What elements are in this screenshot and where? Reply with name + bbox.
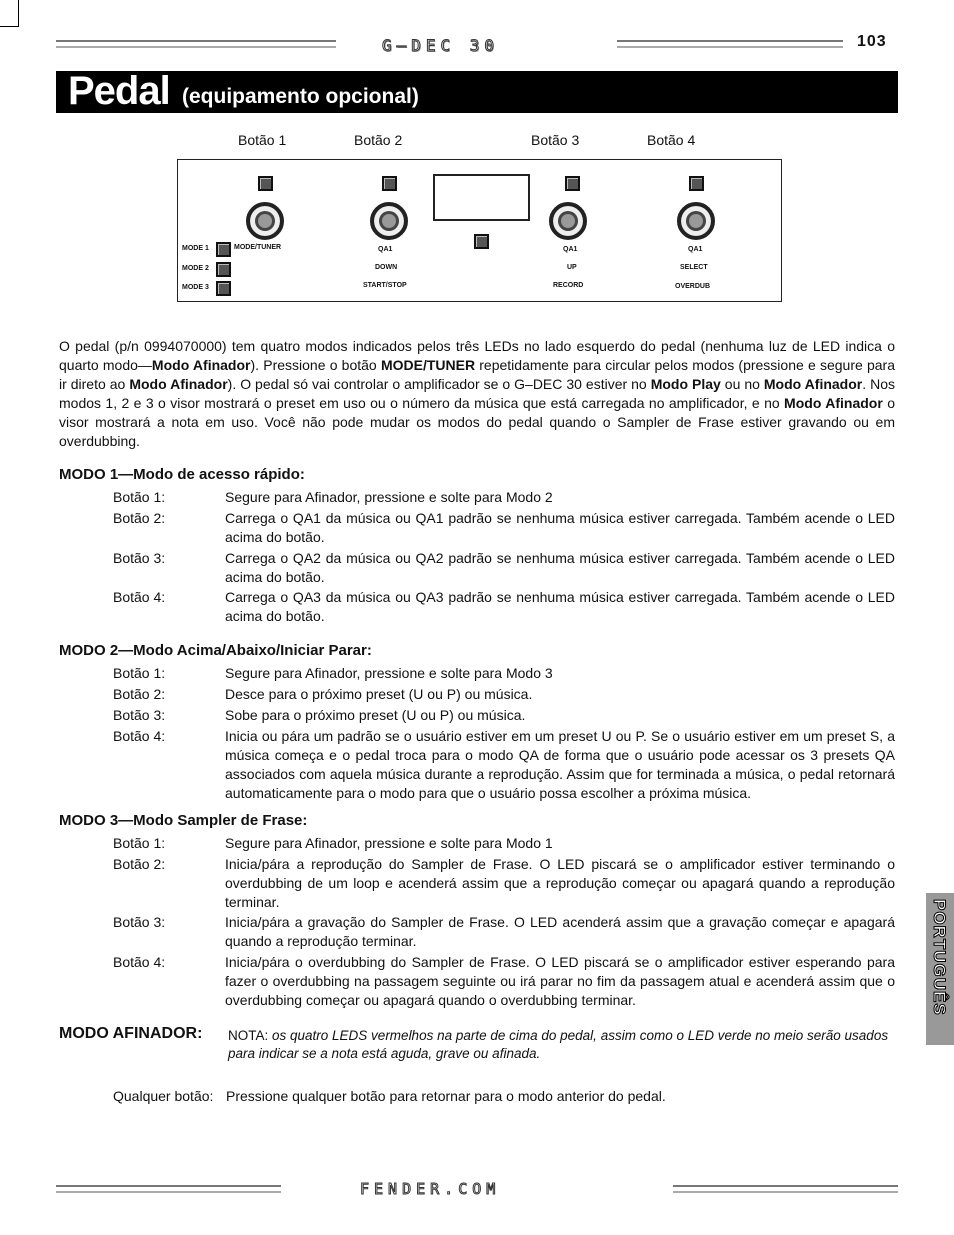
diagram-label-button-2: Botão 2 bbox=[354, 132, 403, 148]
mode-2-item-label: Botão 2: bbox=[113, 686, 166, 702]
mode-2-led bbox=[216, 262, 231, 277]
mode-3-item-label: Botão 4: bbox=[113, 954, 166, 970]
jack-4-label-qa: QA1 bbox=[688, 246, 703, 253]
mode-1-label: MODE 1 bbox=[182, 245, 209, 252]
page-number: 103 bbox=[857, 33, 887, 50]
mode-3-item-label: Botão 3: bbox=[113, 914, 166, 930]
header-rule-right bbox=[617, 40, 843, 49]
mode-3-item-label: Botão 1: bbox=[113, 835, 166, 851]
mode-3-led bbox=[216, 281, 231, 296]
intro-bold: Modo Afinador bbox=[784, 395, 883, 411]
diagram-label-button-4: Botão 4 bbox=[647, 132, 696, 148]
jack-4-label-function: SELECT bbox=[680, 264, 708, 271]
crop-mark bbox=[0, 0, 19, 27]
mode-3-item-text: Inicia/pára o overdubbing do Sampler de Frase. O LED piscará se o amplificador estiver esperando para fazer o overdubbing na passagem seguinte ou irá parar no fim da passagem atual e acenderá assim que o overdubbing começar ou apagará quando o overdubbing terminar. bbox=[225, 954, 895, 1008]
led-button-3 bbox=[565, 176, 580, 191]
intro-text: o visor mostrará a nota em uso. Você não pode mudar os modos do pedal quando o Sampler de Frase estiver gravando ou em overdubbing. bbox=[59, 395, 895, 449]
mode-2-item-text: Sobe para o próximo preset (U ou P) ou música. bbox=[225, 707, 526, 723]
intro-bold: Modo Afinador bbox=[151, 357, 251, 373]
jack-2-label-qa: QA1 bbox=[378, 246, 393, 253]
jack-3-label-function: UP bbox=[567, 264, 577, 271]
mode-1-heading: MODO 1—Modo de acesso rápido: bbox=[59, 466, 305, 483]
mode-3-heading: MODO 3—Modo Sampler de Frase: bbox=[59, 812, 308, 829]
tuner-heading: MODO AFINADOR: bbox=[59, 1025, 203, 1042]
mode-1-item-label: Botão 4: bbox=[113, 589, 166, 605]
mode-1-item-label: Botão 2: bbox=[113, 510, 166, 526]
intro-bold: Modo Afinador bbox=[129, 376, 228, 392]
mode-2-item-label: Botão 1: bbox=[113, 665, 166, 681]
mode-1-item-text: Carrega o QA2 da música ou QA2 padrão se nenhuma música estiver carregada. Também acende o LED acima do botão. bbox=[225, 550, 895, 585]
pedal-diagram bbox=[177, 159, 782, 302]
diagram-label-button-1: Botão 1 bbox=[238, 132, 287, 148]
page-title: Pedal bbox=[68, 69, 170, 113]
footswitch-3 bbox=[549, 202, 587, 240]
mode-2-heading: MODO 2—Modo Acima/Abaixo/Iniciar Parar: bbox=[59, 642, 372, 659]
intro-text: O pedal (p/n 0994070000) tem quatro modos indicados pelos três LEDs no lado esquerdo do pedal (nenhuma luz de LED indica o quarto modo— bbox=[59, 338, 895, 373]
mode-3-label: MODE 3 bbox=[182, 284, 209, 291]
pedal-display bbox=[433, 174, 530, 221]
led-button-1 bbox=[258, 176, 273, 191]
title-bar bbox=[56, 71, 898, 113]
intro-bold: MODE/TUNER bbox=[380, 357, 476, 373]
jack-2-label-function: DOWN bbox=[375, 264, 398, 271]
jack-2-label-sampler: START/STOP bbox=[363, 282, 407, 289]
led-button-4 bbox=[689, 176, 704, 191]
footer-rule-left bbox=[56, 1185, 281, 1194]
diagram-label-button-3: Botão 3 bbox=[531, 132, 580, 148]
footer-website: FENDER.COM bbox=[360, 1180, 501, 1198]
tuner-note-text: os quatro LEDS vermelhos na parte de cima do pedal, assim como o LED verde no meio serão usados para indicar se a nota está aguda, grave ou afinada. bbox=[228, 1028, 889, 1061]
mode-2-item-text: Desce para o próximo preset (U ou P) ou música. bbox=[225, 686, 533, 702]
mode-1-item-text: Carrega o QA3 da música ou QA3 padrão se nenhuma música estiver carregada. Também acende o LED acima do botão. bbox=[225, 589, 895, 624]
header-model: G–DEC 30 bbox=[382, 36, 500, 55]
mode-1-item-label: Botão 3: bbox=[113, 550, 166, 566]
tuner-note-label: NOTA: bbox=[228, 1028, 269, 1043]
jack-4-label-sampler: OVERDUB bbox=[675, 283, 711, 290]
page-subtitle: (equipamento opcional) bbox=[182, 85, 419, 108]
jack-3-label-sampler: RECORD bbox=[553, 282, 584, 289]
intro-text: . Nos modos 1, 2 e 3 o visor mostrará o preset em uso ou o número da música que está carregada no amplificador, e no bbox=[59, 376, 896, 411]
footswitch-2 bbox=[370, 202, 408, 240]
mode-2-label: MODE 2 bbox=[182, 265, 209, 272]
mode-3-item-text: Inicia/pára a reprodução do Sampler de Frase. O LED piscará se o amplificador estiver terminando o overdubbing de um loop e acenderá assim que a reprodução começar ou apagará quando a reprodução terminar. bbox=[225, 856, 895, 910]
led-button-2 bbox=[382, 176, 397, 191]
intro-bold: Modo Play bbox=[650, 376, 721, 392]
intro-text: ). Pressione o botão bbox=[250, 357, 381, 373]
footswitch-4 bbox=[677, 202, 715, 240]
any-button-text: Pressione qualquer botão para retornar para o modo anterior do pedal. bbox=[226, 1088, 666, 1104]
language-tab bbox=[926, 893, 954, 1045]
mode-1-item-label: Botão 1: bbox=[113, 489, 166, 505]
mode-2-item-label: Botão 3: bbox=[113, 707, 166, 723]
header-rule-left bbox=[56, 40, 336, 49]
mode-3-item-text: Inicia/pára a gravação do Sampler de Frase. O LED acenderá assim que a gravação começar e apagará quando a reprodução terminar. bbox=[225, 914, 895, 949]
mode-1-item-text: Carrega o QA1 da música ou QA1 padrão se nenhuma música estiver carregada. Também acende o LED acima do botão. bbox=[225, 510, 895, 545]
intro-paragraph bbox=[59, 337, 895, 451]
language-tab-label: PORTUGUÊS bbox=[930, 899, 949, 1016]
footswitch-1 bbox=[246, 202, 284, 240]
mode-1-led bbox=[216, 242, 231, 257]
mode-3-item-label: Botão 2: bbox=[113, 856, 166, 872]
any-button-label: Qualquer botão: bbox=[113, 1088, 214, 1104]
jack-1-label: MODE/TUNER bbox=[234, 244, 282, 251]
footer-rule-right bbox=[673, 1185, 898, 1194]
jack-3-label-qa: QA1 bbox=[563, 246, 578, 253]
mode-3-item-text: Segure para Afinador, pressione e solte para Modo 1 bbox=[225, 835, 553, 851]
mode-1-item-text: Segure para Afinador, pressione e solte para Modo 2 bbox=[225, 489, 553, 505]
intro-bold: Modo Afinador bbox=[763, 376, 863, 392]
intro-text: ou no bbox=[720, 376, 764, 392]
tuner-note bbox=[228, 1027, 895, 1063]
mode-2-item-text: Segure para Afinador, pressione e solte para Modo 3 bbox=[225, 665, 553, 681]
mode-2-item-label: Botão 4: bbox=[113, 728, 166, 744]
led-tuner-center bbox=[474, 234, 489, 249]
intro-text: ). O pedal só vai controlar o amplificador se o G–DEC 30 estiver no bbox=[227, 376, 651, 392]
intro-text: repetidamente para circular pelos modos (pressione e segure para ir direto ao bbox=[59, 357, 895, 392]
mode-2-item-text: Inicia ou pára um padrão se o usuário estiver em um preset U ou P. Se o usuário estiver em um preset S, a música começa e o pedal troca para o modo QA de forma que o usuário pode acessar os 3 presets QA associados com aquela música durante a reprodução. Assim que for terminada a música, o pedal retornará automaticamente para o modo para que o usuário possa escolher a próxima música. bbox=[225, 728, 895, 801]
